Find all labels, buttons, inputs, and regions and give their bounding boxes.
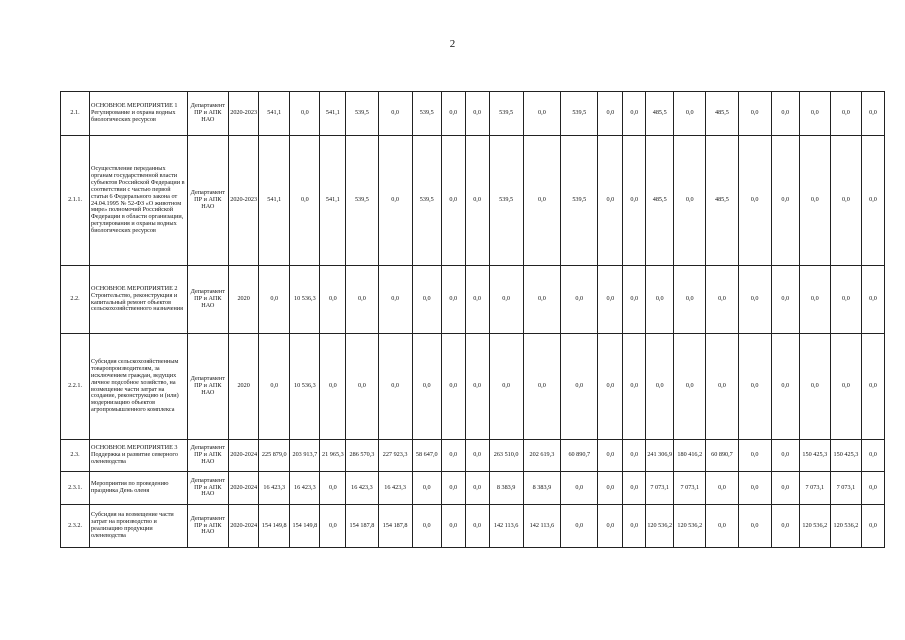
value-cell: 0,0 xyxy=(465,92,489,136)
value-cell: 10 536,3 xyxy=(290,266,320,334)
value-cell: 0,0 xyxy=(523,92,560,136)
value-cell: 0,0 xyxy=(465,334,489,440)
value-cell: 485,5 xyxy=(646,92,674,136)
table-row xyxy=(61,266,885,334)
value-cell: 0,0 xyxy=(861,472,884,505)
period-cell: 2020 xyxy=(229,266,259,334)
value-cell: 539,5 xyxy=(412,92,441,136)
value-cell: 0,0 xyxy=(441,266,465,334)
executor-cell: Департамент ПР и АПК НАО xyxy=(187,92,229,136)
period-cell: 2020-2024 xyxy=(229,505,259,548)
value-cell: 0,0 xyxy=(378,266,412,334)
event-name-cell: Мероприятия по проведению праздника День оленя xyxy=(90,472,188,505)
value-cell: 0,0 xyxy=(465,472,489,505)
value-cell: 0,0 xyxy=(523,266,560,334)
value-cell: 142 113,6 xyxy=(489,505,523,548)
value-cell: 0,0 xyxy=(598,472,623,505)
value-cell: 541,1 xyxy=(320,136,346,266)
value-cell: 0,0 xyxy=(412,505,441,548)
value-cell: 0,0 xyxy=(623,505,646,548)
value-cell: 0,0 xyxy=(674,92,706,136)
value-cell: 541,1 xyxy=(259,136,290,266)
value-cell: 0,0 xyxy=(561,505,598,548)
value-cell: 0,0 xyxy=(320,334,346,440)
value-cell: 16 423,3 xyxy=(346,472,378,505)
page-number: 2 xyxy=(449,38,456,50)
value-cell: 0,0 xyxy=(674,334,706,440)
value-cell: 154 187,8 xyxy=(346,505,378,548)
value-cell: 539,5 xyxy=(346,92,378,136)
row-number-cell: 2.1.1. xyxy=(61,136,90,266)
value-cell: 150 425,3 xyxy=(799,440,830,472)
row-number-cell: 2.1. xyxy=(61,92,90,136)
executor-cell: Департамент ПР и АПК НАО xyxy=(187,472,229,505)
value-cell: 0,0 xyxy=(523,136,560,266)
value-cell: 10 536,3 xyxy=(290,334,320,440)
event-name-cell: Осуществление переданных органам государственной власти субъектов Российской Федерации в соответствии с частью первой статьи 6 Федерального закона от 24.04.1995 № 52-ФЗ «О животном мире» полномочий Российской Федерации в области организации, регулирования и охраны водных биологических ресурсов xyxy=(90,136,188,266)
value-cell: 0,0 xyxy=(623,334,646,440)
value-cell: 0,0 xyxy=(799,334,830,440)
value-cell: 0,0 xyxy=(465,440,489,472)
value-cell: 0,0 xyxy=(830,136,861,266)
value-cell: 0,0 xyxy=(320,505,346,548)
value-cell: 0,0 xyxy=(441,440,465,472)
value-cell: 58 647,0 xyxy=(412,440,441,472)
value-cell: 0,0 xyxy=(623,266,646,334)
value-cell: 0,0 xyxy=(412,266,441,334)
executor-cell: Департамент ПР и АПК НАО xyxy=(187,505,229,548)
value-cell: 16 423,3 xyxy=(378,472,412,505)
value-cell: 0,0 xyxy=(346,334,378,440)
value-cell: 154 187,8 xyxy=(378,505,412,548)
value-cell: 0,0 xyxy=(799,266,830,334)
value-cell: 0,0 xyxy=(738,92,771,136)
value-cell: 150 425,3 xyxy=(830,440,861,472)
value-cell: 0,0 xyxy=(738,440,771,472)
value-cell: 120 536,2 xyxy=(799,505,830,548)
value-cell: 539,5 xyxy=(561,92,598,136)
value-cell: 0,0 xyxy=(320,266,346,334)
value-cell: 0,0 xyxy=(441,505,465,548)
value-cell: 0,0 xyxy=(378,92,412,136)
row-number-cell: 2.2. xyxy=(61,266,90,334)
value-cell: 142 113,6 xyxy=(523,505,560,548)
period-cell: 2020-2024 xyxy=(229,472,259,505)
value-cell: 0,0 xyxy=(738,136,771,266)
value-cell: 7 073,1 xyxy=(646,472,674,505)
table-row xyxy=(61,505,885,548)
executor-cell: Департамент ПР и АПК НАО xyxy=(187,266,229,334)
value-cell: 0,0 xyxy=(465,505,489,548)
value-cell: 0,0 xyxy=(378,334,412,440)
table-row xyxy=(61,334,885,440)
value-cell: 60 890,7 xyxy=(706,440,738,472)
value-cell: 0,0 xyxy=(412,472,441,505)
value-cell: 120 536,2 xyxy=(830,505,861,548)
value-cell: 0,0 xyxy=(861,92,884,136)
value-cell: 0,0 xyxy=(623,440,646,472)
period-cell: 2020-2023 xyxy=(229,92,259,136)
event-name-cell: ОСНОВНОЕ МЕРОПРИЯТИЕ 3 Поддержка и развитие северного оленеводства xyxy=(90,440,188,472)
value-cell: 0,0 xyxy=(412,334,441,440)
value-cell: 8 383,9 xyxy=(489,472,523,505)
event-name-cell: ОСНОВНОЕ МЕРОПРИЯТИЕ 2 Строительство, реконструкция и капитальный ремонт объектов сельскохозяйственного назначения xyxy=(90,266,188,334)
value-cell: 0,0 xyxy=(771,334,799,440)
value-cell: 0,0 xyxy=(830,334,861,440)
value-cell: 0,0 xyxy=(441,334,465,440)
value-cell: 0,0 xyxy=(623,136,646,266)
value-cell: 0,0 xyxy=(771,440,799,472)
value-cell: 0,0 xyxy=(674,136,706,266)
value-cell: 0,0 xyxy=(799,92,830,136)
value-cell: 16 423,3 xyxy=(259,472,290,505)
value-cell: 0,0 xyxy=(259,266,290,334)
value-cell: 0,0 xyxy=(771,266,799,334)
period-cell: 2020-2023 xyxy=(229,136,259,266)
value-cell: 0,0 xyxy=(771,136,799,266)
budget-table xyxy=(60,91,885,548)
executor-cell: Департамент ПР и АПК НАО xyxy=(187,334,229,440)
value-cell: 203 913,7 xyxy=(290,440,320,472)
value-cell: 0,0 xyxy=(320,472,346,505)
value-cell: 0,0 xyxy=(598,266,623,334)
value-cell: 485,5 xyxy=(646,136,674,266)
value-cell: 241 306,9 xyxy=(646,440,674,472)
value-cell: 0,0 xyxy=(465,266,489,334)
value-cell: 0,0 xyxy=(706,472,738,505)
value-cell: 0,0 xyxy=(646,334,674,440)
value-cell: 0,0 xyxy=(738,266,771,334)
value-cell: 0,0 xyxy=(290,92,320,136)
value-cell: 0,0 xyxy=(623,472,646,505)
value-cell: 0,0 xyxy=(861,136,884,266)
value-cell: 0,0 xyxy=(598,92,623,136)
value-cell: 0,0 xyxy=(346,266,378,334)
row-number-cell: 2.3. xyxy=(61,440,90,472)
value-cell: 7 073,1 xyxy=(674,472,706,505)
value-cell: 0,0 xyxy=(598,136,623,266)
value-cell: 16 423,3 xyxy=(290,472,320,505)
value-cell: 539,5 xyxy=(489,92,523,136)
value-cell: 120 536,2 xyxy=(674,505,706,548)
value-cell: 7 073,1 xyxy=(830,472,861,505)
row-number-cell: 2.2.1. xyxy=(61,334,90,440)
value-cell: 0,0 xyxy=(646,266,674,334)
value-cell: 0,0 xyxy=(489,334,523,440)
value-cell: 180 416,2 xyxy=(674,440,706,472)
value-cell: 539,5 xyxy=(412,136,441,266)
period-cell: 2020-2024 xyxy=(229,440,259,472)
value-cell: 0,0 xyxy=(598,440,623,472)
value-cell: 0,0 xyxy=(523,334,560,440)
value-cell: 0,0 xyxy=(706,266,738,334)
value-cell: 0,0 xyxy=(561,266,598,334)
value-cell: 0,0 xyxy=(830,266,861,334)
value-cell: 0,0 xyxy=(598,505,623,548)
period-cell: 2020 xyxy=(229,334,259,440)
value-cell: 0,0 xyxy=(378,136,412,266)
value-cell: 539,5 xyxy=(561,136,598,266)
value-cell: 0,0 xyxy=(441,92,465,136)
value-cell: 0,0 xyxy=(259,334,290,440)
event-name-cell: Субсидия сельскохозяйственным товаропроизводителям, за исключением граждан, ведущих личное подсобное хозяйство, на возмещение части затрат на создание, реконструкцию и (или) модернизацию объектов агропромышленного комплекса xyxy=(90,334,188,440)
value-cell: 0,0 xyxy=(771,92,799,136)
value-cell: 7 073,1 xyxy=(799,472,830,505)
executor-cell: Департамент ПР и АПК НАО xyxy=(187,136,229,266)
value-cell: 0,0 xyxy=(830,92,861,136)
value-cell: 0,0 xyxy=(706,505,738,548)
value-cell: 0,0 xyxy=(861,440,884,472)
value-cell: 0,0 xyxy=(441,136,465,266)
value-cell: 0,0 xyxy=(861,266,884,334)
table-row xyxy=(61,136,885,266)
table-row xyxy=(61,92,885,136)
value-cell: 485,5 xyxy=(706,92,738,136)
value-cell: 0,0 xyxy=(598,334,623,440)
value-cell: 0,0 xyxy=(861,505,884,548)
value-cell: 0,0 xyxy=(465,136,489,266)
row-number-cell: 2.3.2. xyxy=(61,505,90,548)
row-number-cell: 2.3.1. xyxy=(61,472,90,505)
table-body xyxy=(61,92,885,548)
value-cell: 60 890,7 xyxy=(561,440,598,472)
event-name-cell: Субсидия на возмещение части затрат на производство и реализацию продукции оленеводства xyxy=(90,505,188,548)
value-cell: 0,0 xyxy=(799,136,830,266)
value-cell: 225 879,0 xyxy=(259,440,290,472)
value-cell: 286 570,3 xyxy=(346,440,378,472)
value-cell: 154 149,8 xyxy=(259,505,290,548)
value-cell: 541,1 xyxy=(320,92,346,136)
value-cell: 0,0 xyxy=(706,334,738,440)
value-cell: 0,0 xyxy=(290,136,320,266)
value-cell: 485,5 xyxy=(706,136,738,266)
event-name-cell: ОСНОВНОЕ МЕРОПРИЯТИЕ 1 Регулирование и охрана водных биологических ресурсов xyxy=(90,92,188,136)
value-cell: 0,0 xyxy=(623,92,646,136)
value-cell: 0,0 xyxy=(738,334,771,440)
value-cell: 0,0 xyxy=(771,472,799,505)
value-cell: 263 510,0 xyxy=(489,440,523,472)
value-cell: 0,0 xyxy=(861,334,884,440)
value-cell: 154 149,8 xyxy=(290,505,320,548)
value-cell: 0,0 xyxy=(738,472,771,505)
value-cell: 8 383,9 xyxy=(523,472,560,505)
value-cell: 21 965,3 xyxy=(320,440,346,472)
value-cell: 202 619,3 xyxy=(523,440,560,472)
value-cell: 0,0 xyxy=(771,505,799,548)
value-cell: 539,5 xyxy=(346,136,378,266)
value-cell: 0,0 xyxy=(674,266,706,334)
value-cell: 0,0 xyxy=(738,505,771,548)
table-row xyxy=(61,472,885,505)
value-cell: 0,0 xyxy=(561,472,598,505)
value-cell: 0,0 xyxy=(441,472,465,505)
value-cell: 0,0 xyxy=(561,334,598,440)
value-cell: 120 536,2 xyxy=(646,505,674,548)
value-cell: 0,0 xyxy=(489,266,523,334)
table-row xyxy=(61,440,885,472)
executor-cell: Департамент ПР и АПК НАО xyxy=(187,440,229,472)
value-cell: 541,1 xyxy=(259,92,290,136)
value-cell: 539,5 xyxy=(489,136,523,266)
value-cell: 227 923,3 xyxy=(378,440,412,472)
